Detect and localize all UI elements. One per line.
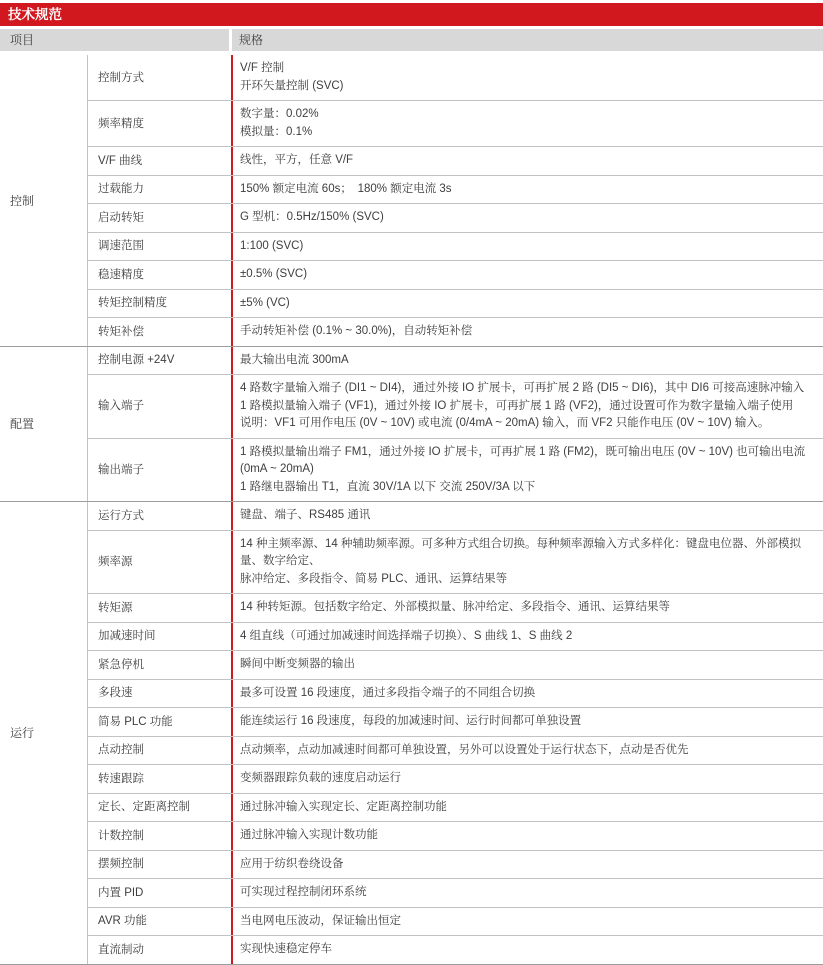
item-label: 频率源 [98,555,133,568]
spec-value [231,708,823,736]
item-label: 控制电源 +24V [98,354,175,367]
page-title: 技术规范 [0,3,823,26]
table-row [88,935,823,964]
spec-line: 点动频率，点动加减速时间都可单独设置，另外可以设置处于运行状态下，点动是否优先 [240,743,689,756]
spec-value [231,290,823,318]
spec-value [231,680,823,708]
table-row [88,100,823,146]
item-label: 运行方式 [98,509,144,522]
spec-value [231,936,823,964]
group-rows [88,502,823,964]
spec-group-1 [0,346,823,502]
item-label: 转矩补偿 [98,325,144,338]
spec-value [231,318,823,346]
group-label: 运行 [0,502,88,964]
spec-line: (0mA ~ 20mA) [240,463,314,475]
spec-value [231,101,823,146]
column-header-item: 项目 [0,29,229,51]
group-rows [88,347,823,502]
spec-line: 1 路模拟量输入端子 (VF1)，通过外接 IO 扩展卡，可再扩展 1 路 (VF2)，通过设置可作为数字量输入端子使用 [240,399,794,412]
item-label: 转矩源 [98,601,133,614]
table-row [88,146,823,175]
spec-value [231,531,823,594]
spec-sheet [0,3,823,956]
spec-line: 150% 额定电流 60s； 180% 额定电流 3s [240,182,452,195]
spec-value [231,55,823,100]
spec-line: 14 种主频率源、14 种辅助频率源。可多种方式组合切换。每种频率源输入方式多样化：键盘电位器、外部模拟量、数字给定、 [240,537,801,567]
column-header-spec: 规格 [232,29,823,51]
item-label: 过载能力 [98,183,144,196]
spec-line: 最多可设置 16 段速度，通过多段指令端子的不同组合切换 [240,686,536,699]
spec-line: 瞬间中断变频器的输出 [240,658,355,670]
table-row [88,622,823,651]
spec-value [231,347,823,375]
table-row [88,679,823,708]
table-row [88,232,823,261]
spec-value [231,765,823,793]
spec-line: 1:100 (SVC) [240,239,304,252]
spec-line: 线性，平方，任意 V/F [240,154,354,166]
table-row [88,850,823,879]
spec-line: 14 种转矩源。包括数字给定、外部模拟量、脉冲给定、多段指令、通讯、运算结果等 [240,601,670,613]
table-row [88,374,823,438]
spec-line: 通过脉冲输入实现计数功能 [240,829,378,841]
spec-line: 数字量：0.02% [240,108,319,120]
spec-line: 模拟量：0.1% [240,125,313,138]
item-label: 计数控制 [98,829,144,842]
spec-line: G 型机：0.5Hz/150% (SVC) [240,211,384,223]
spec-line: 键盘、端子、RS485 通讯 [240,509,371,521]
item-label: 直流制动 [98,943,144,956]
spec-line: 最大输出电流 300mA [240,353,349,366]
group-label: 控制 [0,55,88,346]
table-body [0,55,823,965]
spec-value [231,204,823,232]
table-row [88,650,823,679]
item-label: 频率精度 [98,117,144,130]
item-label: 调速范围 [98,240,144,253]
item-label: 定长、定距离控制 [98,801,190,814]
spec-value [231,851,823,879]
table-row [88,438,823,502]
spec-value [231,908,823,936]
spec-value [231,502,823,530]
item-label: 输入端子 [98,400,144,413]
spec-line: 实现快速稳定停车 [240,943,332,955]
table-row [88,175,823,204]
spec-line: 1 路模拟量输出端子 FM1，通过外接 IO 扩展卡，可再扩展 1 路 (FM2)，既可输出电压 (0V ~ 10V) 也可输出电流 [240,445,806,458]
table-row [88,821,823,850]
item-label: 摆频控制 [98,858,144,871]
spec-value [231,651,823,679]
table-header [0,29,823,51]
table-row [88,530,823,594]
spec-value [231,233,823,261]
spec-value [231,737,823,765]
table-row [88,878,823,907]
table-row [88,707,823,736]
spec-line: 应用于纺织卷绕设备 [240,857,344,870]
spec-value [231,375,823,438]
spec-value [231,439,823,502]
spec-line: 脉冲给定、多段指令、简易 PLC、通讯、运算结果等 [240,572,508,585]
spec-line: 4 路数字量输入端子 (DI1 ~ DI4)，通过外接 IO 扩展卡，可再扩展 2 路 (DI5 ~ DI6)，其中 DI6 可接高速脉冲输入 [240,382,805,394]
table-row [88,260,823,289]
spec-line: ±5% (VC) [240,296,290,309]
table-row [88,55,823,100]
item-label: 多段速 [98,687,133,700]
spec-value [231,623,823,651]
spec-value [231,176,823,204]
item-label: 启动转矩 [98,211,144,224]
group-label: 配置 [0,347,88,502]
spec-value [231,594,823,622]
table-row [88,347,823,375]
item-label: 稳速精度 [98,268,144,281]
item-label: 转矩控制精度 [98,297,167,310]
spec-value [231,822,823,850]
spec-line: 4 组直线（可通过加减速时间选择端子切换）、S 曲线 1、S 曲线 2 [240,629,573,642]
spec-line: 变频器跟踪负载的速度启动运行 [240,772,401,784]
table-row [88,907,823,936]
table-row [88,793,823,822]
spec-line: 通过脉冲输入实现定长、定距离控制功能 [240,800,447,813]
spec-value [231,879,823,907]
item-label: 内置 PID [98,886,144,899]
table-row [88,593,823,622]
table-row [88,289,823,318]
spec-value [231,261,823,289]
item-label: 紧急停机 [98,658,144,671]
item-label: 点动控制 [98,744,144,757]
spec-line: 能连续运行 16 段速度，每段的加减速时间、运行时间都可单独设置 [240,715,582,727]
spec-value [231,147,823,175]
spec-group-2 [0,501,823,964]
spec-value [231,794,823,822]
table-row [88,502,823,530]
group-rows [88,55,823,346]
item-label: 输出端子 [98,463,144,476]
item-label: V/F 曲线 [98,154,143,167]
spec-line: 开环矢量控制 (SVC) [240,79,344,92]
item-label: 简易 PLC 功能 [98,715,173,728]
spec-line: ±0.5% (SVC) [240,268,308,280]
spec-line: 说明：VF1 可用作电压 (0V ~ 10V) 或电流 (0/4mA ~ 20mA) 输入，而 VF2 只能作电压 (0V ~ 10V) 输入。 [240,417,770,429]
item-label: 加减速时间 [98,630,156,643]
table-row [88,203,823,232]
spec-line: 可实现过程控制闭环系统 [240,886,367,898]
spec-line: 手动转矩补偿 (0.1% ~ 30.0%)，自动转矩补偿 [240,325,473,337]
item-label: 控制方式 [98,71,144,84]
table-row [88,736,823,765]
spec-line: 1 路继电器输出 T1，直流 30V/1A 以下 交流 250V/3A 以下 [240,480,536,493]
spec-line: 当电网电压波动，保证输出恒定 [240,914,401,927]
table-row [88,764,823,793]
spec-line: V/F 控制 [240,62,285,74]
item-label: 转速跟踪 [98,772,144,785]
table-row [88,317,823,346]
spec-group-0 [0,55,823,346]
item-label: AVR 功能 [98,915,147,928]
